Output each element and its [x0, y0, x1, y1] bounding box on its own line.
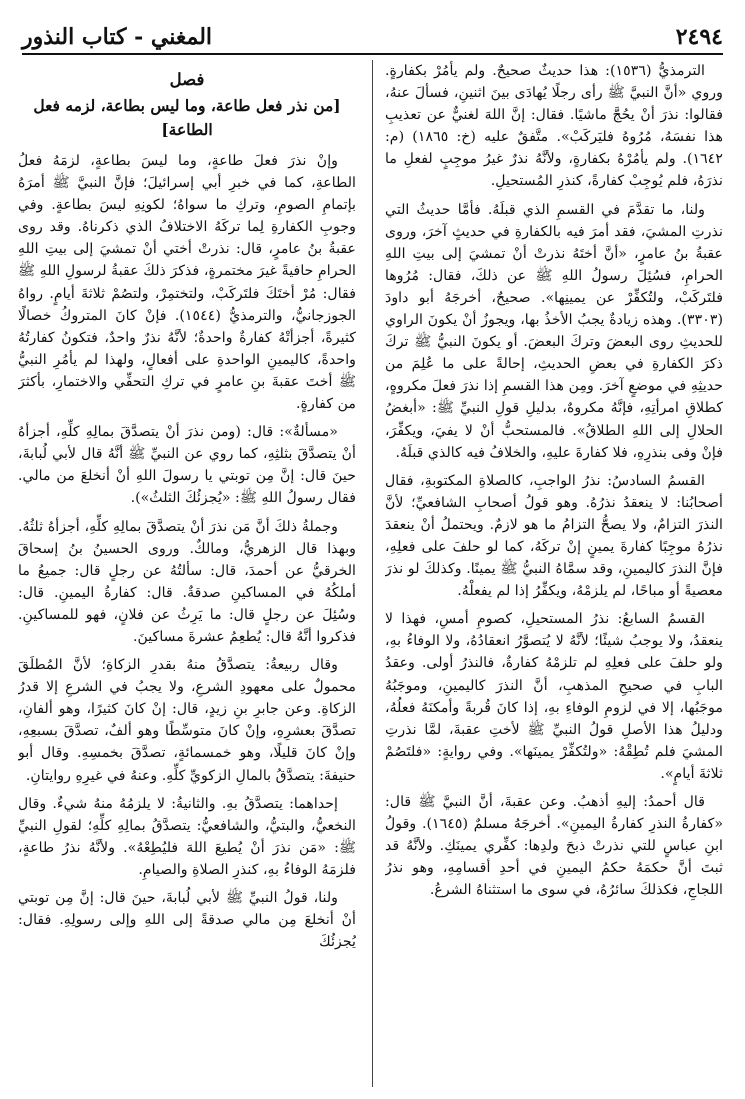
paragraph: قال أحمدُ: إليهِ أذهبُ. وعن عقبةَ، أنَّ النبيَّ ﷺ قال: «كفارةُ النذرِ كفارةُ اليمينِ». أخرجَهُ مسلمٌ (١٦٤٥). وقولُ ابنِ عباسٍ للتي نذرتْ ذبحَ ولدِها: كفِّري يمينَكِ. ولأنَّهُ قد ثبتَ أنَّ حكمَهُ حكمُ اليمينِ في أحدِ أقسامِهِ، وهو نذرُ اللجاجِ، فكذلكَ سائرُهُ، في سوى ما استثناهُ الشرعُ. — [385, 794, 723, 899]
left-column — [18, 60, 356, 1089]
paragraph: «مسألةٌ»: قال: (ومن نذرَ أنْ يتصدَّقَ بمالِهِ كلِّهِ، أجزأهُ أنْ يتصدَّقَ بثلثِهِ، كما روي عن النبيِّ ﷺ أنَّهُ قال لأبي لُبابةَ، حينَ قال: إنَّ مِن توبتي يا رسولَ اللهِ أنْ أنخلعَ من مالي. فقال رسولُ اللهِ ﷺ: «يُجزئُكَ الثلثُ»). — [18, 424, 356, 507]
page-number: ٢٤٩٤ — [675, 24, 723, 50]
running-title — [22, 24, 212, 50]
right-column — [385, 60, 723, 1089]
title-separator: - — [126, 24, 151, 50]
section-subtitle: [من نذر فعل طاعة، وما ليس بطاعة، لزمه فعل الطاعة] — [33, 96, 341, 139]
column-divider — [372, 60, 373, 1087]
paragraph: ولنا، ما تقدَّمَ في القسمِ الذي قبلَهُ. فأمَّا حديثُ التي نذرتِ المشيَ، فقد أمرَ فيه بالكفارةِ في حديثٍ آخرَ، وروى عقبةُ بنُ عامرٍ، «أنَّ أختَهُ نذرتْ أنْ تمشيَ إلى بيتِ اللهِ الحرامِ، فسُئِلَ رسولُ اللهِ ﷺ عن ذلكَ، فقال: مُرُوها فلتَركَبْ، ولتُكفِّرْ عن يمينِها». صحيحٌ، أخرجَهُ أبو داودَ (٣٣٠٣). وهذه زيادةٌ يجبُ الأخذُ بها، ويجوزُ أنْ يكونَ الراوي للحديثِ روى البعضَ وتركَ البعضَ. أو يكونَ النبيُّ ﷺ تركَ ذكرَ الكفارةِ في بعضِ الحديثِ، إحالةً على ما عُلِمَ من حديثِهِ في موضعٍ آخرَ. ومِن هذا القسمِ إذا نذرَ فعلَ مكروهٍ، كطلاقِ امرأتِهِ، فإنَّهُ مكروهٌ، بدليلِ قولِ النبيِّ ﷺ: «أبغضُ الحلالِ إلى اللهِ الطلاقُ». فالمستحبُّ أنْ لا يفيَ، ويكفِّرَ، فإنْ وفى بنذرِهِ، فلا كفارةَ عليهِ، والخلافُ فيه كالذي قبلَهُ. — [385, 201, 723, 461]
paragraph: وإنْ نذرَ فعلَ طاعةٍ، وما ليسَ بطاعةٍ، لزمَهُ فعلُ الطاعةِ، كما في خبرِ أبي إسرائيلَ؛ فإنَّ النبيَّ ﷺ أمرَهُ بإتمامِ الصومِ، وتركِ ما سواهُ؛ لكونِهِ ليسَ بطاعةٍ. وفي وجوبِ الكفارةِ لِما تركَهُ الاختلافُ الذي ذكرناهُ. وقد روى عقبةُ بنُ عامرٍ، قال: نذرتْ أختي أنْ تمشيَ إلى بيتِ اللهِ الحرامِ حافيةً غيرَ مختمرةٍ، فذكرَ ذلكَ عقبةُ لرسولِ اللهِ ﷺ فقال: مُرْ أختَكَ فلتَركَبْ، ولتختمِرْ، ولتصُمْ ثلاثةَ أيامٍ. رواهُ الجوزجانيُّ، والترمذيُّ (١٥٤٤). فإنْ كانَ المتروكُ خصالًا كثيرةً، أجزأتْهُ كفارةٌ واحدةٌ؛ لأنَّهُ نذرٌ واحدٌ، فتكونُ كفارتُهُ واحدةً، كاليمينِ الواحدةِ على أفعالٍ، ولهذا لم يأمُرِ النبيُّ ﷺ أختَ عقبةَ بنِ عامرٍ في تركِ التحفِّي والاختمارِ، بأكثرَ من كفارةٍ. — [18, 153, 356, 413]
paragraph: وجملةُ ذلكَ أنَّ مَن نذرَ أنْ يتصدَّقَ بمالِهِ كلِّهِ، أجزأهُ ثلثُهُ. وبهذا قال الزهريُّ، ومالكٌ. وروى الحسينُ بنُ إسحاقَ الخرقيُّ عن أحمدَ، قال: سألتُهُ عن رجلٍ قال: جميعُ ما أملكُهُ في المساكينِ صدقةٌ. قال: كفارةُ اليمينِ. قال: وسُئِلَ عن رجلٍ قال: ما يَرِثُ عن فلانٍ، فهو للمساكينِ. فذكروا أنَّهُ قال: يُطعِمُ عشرةَ مساكينَ. — [18, 518, 356, 645]
paragraph: القسمُ السابعُ: نذرُ المستحيلِ، كصومِ أمسِ، فهذا لا ينعقدُ، ولا يوجبُ شيئًا؛ لأنَّهُ لا يُتصوَّرُ انعقادُهُ، ولا الوفاءُ بهِ، ولو حلفَ على فعلِهِ لم تلزمْهُ كفارةٌ، فالنذرُ أولى. وعقدُ البابِ في صحيحِ المذهبِ، أنَّ النذرَ كاليمينِ، وموجَبُهُ موجَبُها، إلا في لزومِ الوفاءِ بهِ، إذا كانَ قُربةً وأمكنَهُ فعلُهُ، ودليلُ هذا الأصلِ قولُ النبيِّ ﷺ لأختِ عقبةَ، لمَّا نذرتِ المشيَ فلم تُطِقْهُ: «ولتُكفِّرْ يمينَها». وفي روايةٍ: «فلتَصُمْ ثلاثةَ أيامٍ». — [385, 611, 723, 782]
book-name: المغني — [150, 24, 213, 50]
paragraph: وقال ربيعةُ: يتصدَّقُ منهُ بقدرِ الزكاةِ؛ لأنَّ المُطلَقَ محمولٌ على معهودِ الشرعِ، ولا يجبُ في الشرعِ إلا قدرُ الزكاةِ. وعن جابرِ بنِ زيدٍ، قال: إنْ كانَ كثيرًا، وهو ألفانِ، تصدَّقَ بعشرِهِ، وإنْ كانَ متوسِّطًا وهو ألفٌ، تصدَّقَ بسبعِهِ، وإنْ كانَ قليلًا، وهو خمسمائةٍ، تصدَّقَ بخمسِهِ. وقال أبو حنيفةَ: يتصدَّقُ بالمالِ الزكويِّ كلِّهِ. وعنهُ في غيرِهِ روايتانِ. — [18, 657, 356, 784]
paragraph: الترمذيُّ (١٥٣٦): هذا حديثٌ صحيحٌ. ولم يأمُرْ بكفارةٍ. وروي «أنَّ النبيَّ ﷺ رأى رجلًا يُهادَى بينَ اثنينِ، فسألَ عنهُ، فقالوا: نذرَ أنْ يحُجَّ ماشيًا. فقال: إنَّ اللهَ لغنيٌّ عن تعذيبِ هذا نفسَهُ، مُرُوهُ فليَركَبْ». متَّفقٌ عليه (خ: ١٨٦٥) (م: ١٦٤٢). ولم يأمُرْهُ بكفارةٍ، ولأنَّهُ نذرٌ غيرُ موجِبٍ لفعلِ ما نذرَهُ، فلم يُوجِبْ كفارةً، كنذرِ المُستحيلِ. — [385, 63, 723, 190]
paragraph: القسمُ السادسُ: نذرُ الواجبِ، كالصلاةِ المكتوبةِ، فقال أصحابُنا: لا ينعقدُ نذرُهُ. وهو قولُ أصحابِ الشافعيِّ؛ لأنَّ النذرَ التزامٌ، ولا يصحُّ التزامُ ما هو لازمٌ. ويحتملُ أنْ ينعقدَ نذرُهُ موجِبًا كفارةَ يمينٍ إنْ تركَهُ، كما لو حلفَ على فعلِهِ، فإنَّ النذرَ كاليمينِ، وقد سمَّاهُ النبيُّ ﷺ يمينًا. وكذلكَ لو نذرَ معصيةً أو مباحًا، لم يلزمْهُ، ويكفِّرُ إذا لم يفعلْهُ. — [385, 472, 723, 600]
section-title: فصل — [169, 70, 205, 89]
page-header — [22, 10, 723, 55]
paragraph: إحداهما: يتصدَّقُ بهِ. والثانيةُ: لا يلزمُهُ منهُ شيءٌ. وقال النخعيُّ، والبتيُّ، والشافعيُّ: يتصدَّقُ بمالِهِ كلِّهِ؛ لقولِ النبيِّ ﷺ: «مَن نذرَ أنْ يُطيعَ اللهَ فليُطِعْهُ». ولأنَّهُ نذرُ طاعةٍ، فلزمَهُ الوفاءُ بهِ، كنذرِ الصلاةِ والصيامِ. — [18, 795, 356, 878]
chapter-name: كتاب النذور — [22, 24, 127, 50]
paragraph: ولنا، قولُ النبيِّ ﷺ لأبي لُبابةَ، حينَ قال: إنَّ مِن توبتي أنْ أنخلعَ مِن مالي صدقةً إلى اللهِ وإلى رسولِهِ. فقال: يُجزئُكَ — [18, 890, 356, 951]
